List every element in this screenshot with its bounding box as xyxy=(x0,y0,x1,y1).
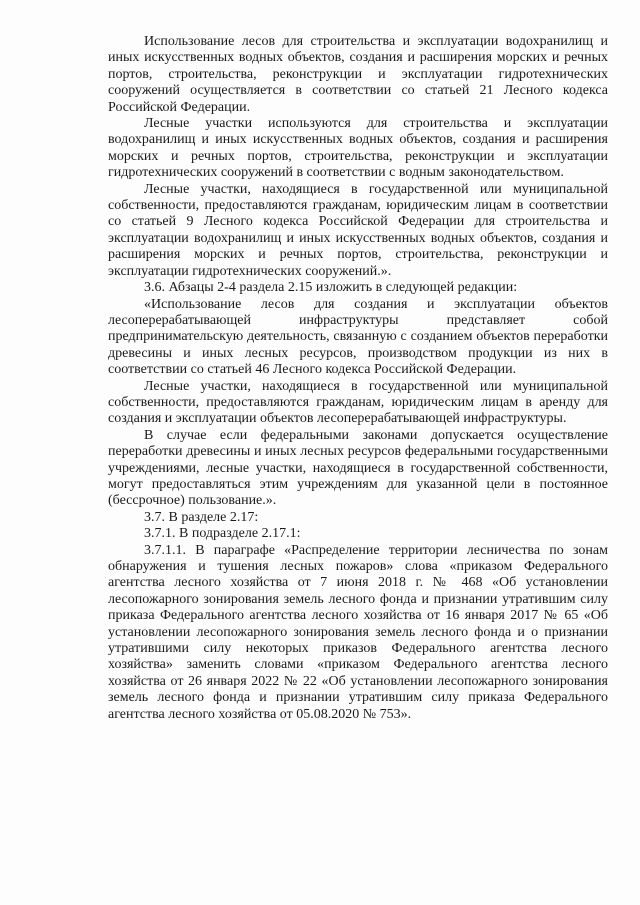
paragraph-plots-provision-article-9: Лесные участки, находящиеся в государственной или муниципальной собственности, предоставляются гражданам, юридическим лицам в соответствии со статьей 9 Лесного кодекса Российской Федерации для строительства и эксплуатации водохранилищ и иных искусственных водных объектов, создания и расширения морских и речных портов, строительства, реконструкции и эксплуатации гидротехнических сооружений.». xyxy=(108,181,608,279)
paragraph-clause-3-7-1-1: 3.7.1.1. В параграфе «Распределение территории лесничества по зонам обнаружения и тушения лесных пожаров» слова «приказом Федерального агентства лесного хозяйства от 7 июня 2018 г. № 468 «Об установлении лесопожарного зонирования земель лесного фонда и признании утратившим силу приказа Федерального агентства лесного хозяйства от 16 января 2017 № 65 «Об установлении лесопожарного зонирования земель лесного фонда и о признании утратившими силу некоторых приказов Федерального агентства лесного хозяйства» заменить словами «приказом Федерального агентства лесного хозяйства от 26 января 2022 № 22 «Об установлении лесопожарного зонирования земель лесного фонда и признании утратившим силу приказа Федерального агентства лесного хозяйства от 05.08.2020 № 753». xyxy=(108,542,608,722)
paragraph-wood-processing-use: «Использование лесов для создания и эксплуатации объектов лесоперерабатывающей инфраструктуры представляет собой предпринимательскую деятельность, связанную с созданием объектов переработки древесины и иных лесных ресурсов, производством продукции из них в соответствии со статьей 46 Лесного кодекса Российской Федерации. xyxy=(108,296,608,378)
paragraph-plots-lease: Лесные участки, находящиеся в государственной или муниципальной собственности, предоставляются гражданам, юридическим лицам в аренду для создания и эксплуатации объектов лесоперерабатывающей инфраструктуры. xyxy=(108,378,608,427)
document-body xyxy=(108,34,608,723)
paragraph-water-use-statute: Использование лесов для строительства и эксплуатации водохранилищ и иных искусственных водных объектов, создания и расширения морских и речных портов, строительства, реконструкции и эксплуатации гидротехнических сооружений осуществляется в соответствии со статьей 21 Лесного кодекса Российской Федерации. xyxy=(108,34,608,115)
paragraph-forest-plots-water-law: Лесные участки используются для строительства и эксплуатации водохранилищ и иных искусственных водных объектов, создания и расширения морских и речных портов, строительства, реконструкции и эксплуатации гидротехнических сооружений в соответствии с водным законодательством. xyxy=(108,116,608,181)
paragraph-clause-3-7: 3.7. В разделе 2.17: xyxy=(144,509,259,525)
paragraph-federal-institutions: В случае если федеральными законами допускается осуществление переработки древесины и иных лесных ресурсов федеральными государственными учреждениями, лесные участки, находящиеся в государственной собственности, могут предоставляться этим учреждениям для указанной цели в постоянное (бессрочное) пользование.». xyxy=(108,427,608,509)
paragraph-clause-3-7-1: 3.7.1. В подразделе 2.17.1: xyxy=(144,526,301,542)
paragraph-clause-3-6: 3.6. Абзацы 2-4 раздела 2.15 изложить в следующей редакции: xyxy=(144,280,518,296)
